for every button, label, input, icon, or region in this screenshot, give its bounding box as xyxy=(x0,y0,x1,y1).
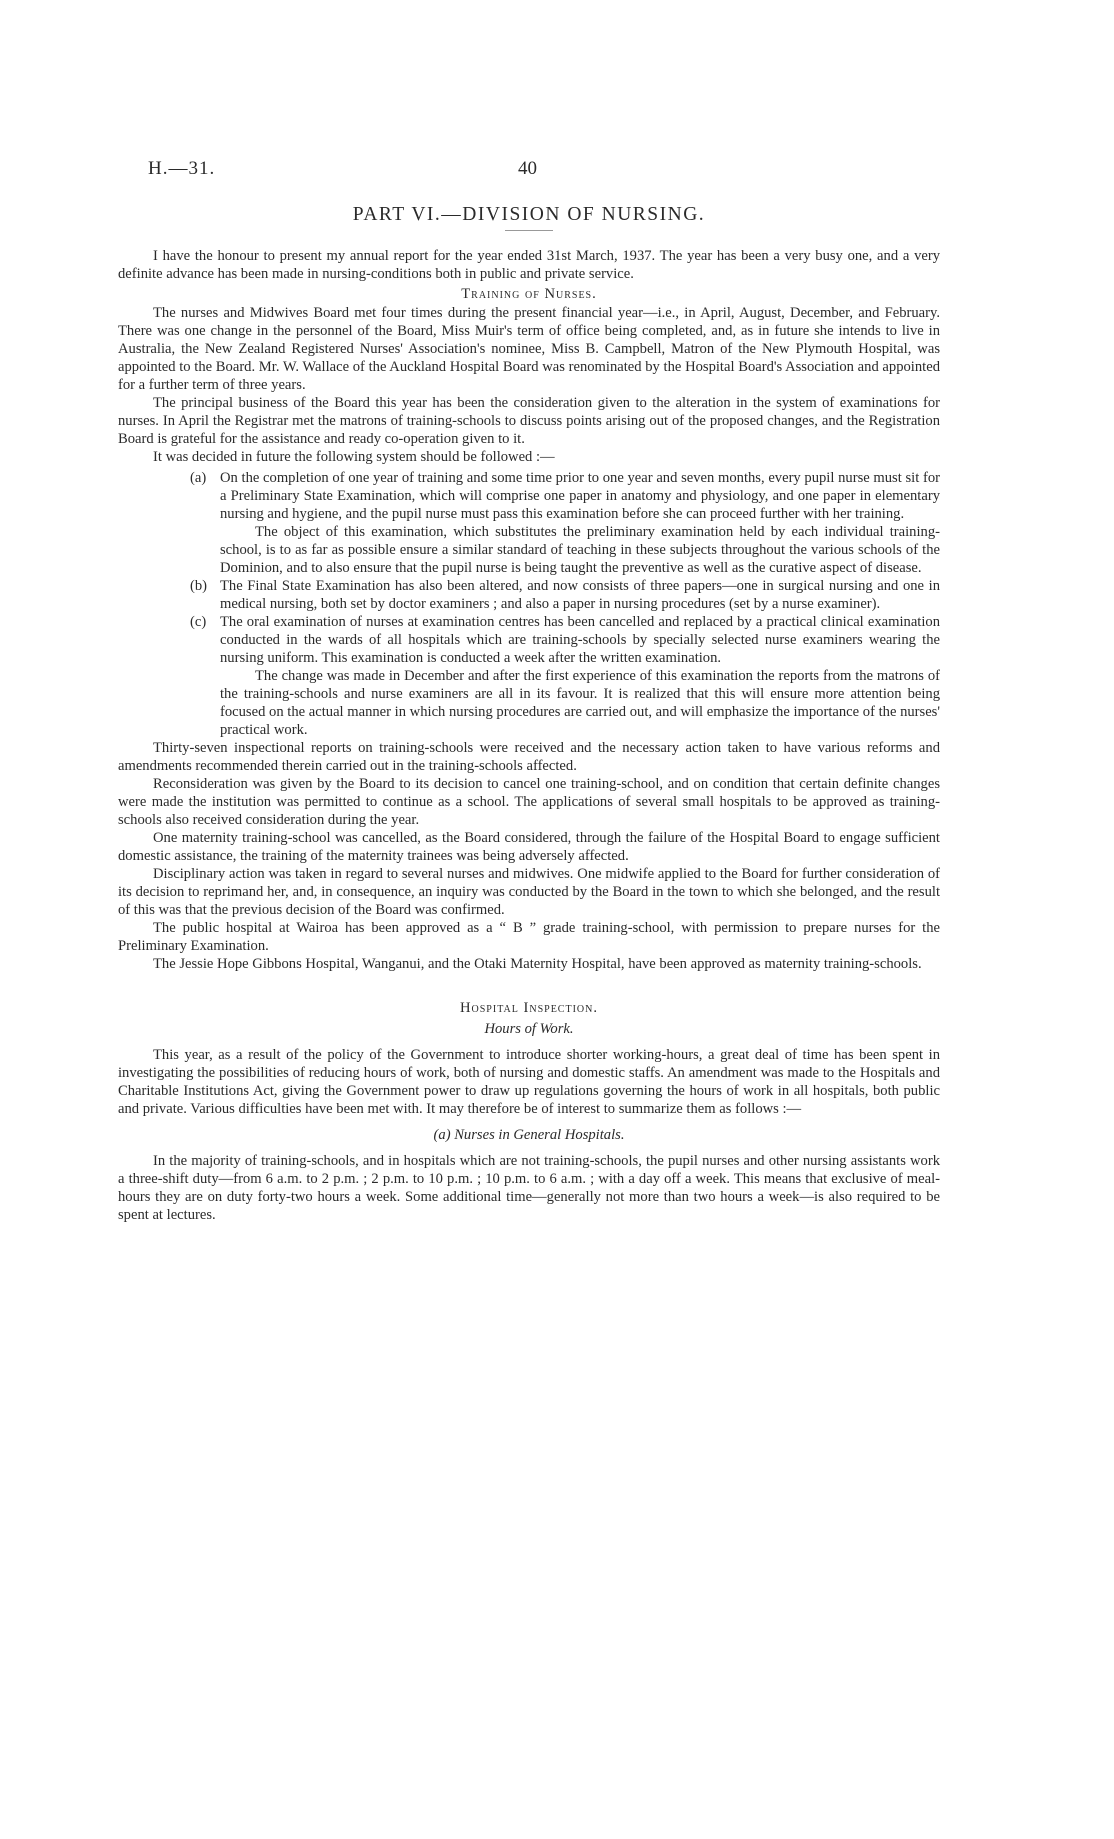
paragraph: One maternity training-school was cancelled, as the Board considered, through the failure of the Hospital Board to engage sufficient domestic assistance, the training of the maternity trainees was being adversely affected. xyxy=(118,830,940,864)
item-text xyxy=(220,613,940,739)
examination-list xyxy=(118,469,940,739)
item-paragraph: The object of this examination, which substitutes the preliminary examination held by each individual training-school, is to as far as possible ensure a similar standard of teaching in these subjects throughout the various schools of the Dominion, and to also ensure that the pupil nurse is being taught the preventive as well as the curative aspect of disease. xyxy=(220,524,940,576)
paragraph: It was decided in future the following system should be followed :— xyxy=(153,449,555,465)
item-paragraph: On the completion of one year of training and some time prior to one year and seven months, every pupil nurse must sit for a Preliminary State Examination, which will comprise one paper in anatomy and physiology, and one paper in elementary nursing and hygiene, and the pupil nurse must pass this examination before she can proceed further with her training. xyxy=(220,470,940,522)
paragraph: In the majority of training-schools, and in hospitals which are not training-schools, the pupil nurses and other nursing assistants work a three-shift duty—from 6 a.m. to 2 p.m. ; 2 p.m. to 10 p.m. ; 10 p.m. to 6 a.m. ; with a day off a week. This means that exclusive of meal-hours they are on duty forty-two hours a week. Some additional time—generally not more than two hours a week—is also required to be spent at lectures. xyxy=(118,1153,940,1223)
document-reference: H.—31. xyxy=(148,158,216,179)
paragraph: Thirty-seven inspectional reports on training-schools were received and the necessary action taken to have various reforms and amendments recommended therein carried out in the training-schools affected. xyxy=(118,740,940,774)
paragraph: The public hospital at Wairoa has been approved as a “ B ” grade training-school, with permission to prepare nurses for the Preliminary Examination. xyxy=(118,920,940,954)
paragraph: The Jessie Hope Gibbons Hospital, Wanganui, and the Otaki Maternity Hospital, have been approved as maternity training-schools. xyxy=(153,956,922,972)
intro-paragraph: I have the honour to present my annual report for the year ended 31st March, 1937. The year has been a very busy one, and a very definite advance has been made in nursing-conditions both in public and private service. xyxy=(118,248,940,282)
subheading-nurses-general-hospitals: (a) Nurses in General Hospitals. xyxy=(433,1127,625,1143)
page-header xyxy=(0,158,1114,188)
item-label: (b) xyxy=(190,578,208,594)
subheading-hours-of-work: Hours of Work. xyxy=(484,1021,574,1037)
item-text xyxy=(220,577,940,613)
item-paragraph: The oral examination of nurses at examination centres has been cancelled and replaced by a practical clinical examination conducted in the wards of all hospitals which are training-schools by specially selected nurse examiners wearing the nursing uniform. This examination is conducted a week after the written examination. xyxy=(220,614,940,666)
list-item xyxy=(190,613,940,739)
paragraph: This year, as a result of the policy of the Government to introduce shorter working-hours, a great deal of time has been spent in investigating the possibilities of reducing hours of work, both of nursing and domestic staffs. An amendment was made to the Hospitals and Charitable Institutions Act, giving the Government power to draw up regulations governing the hours of work in all hospitals, both public and private. Various difficulties have been met with. It may therefore be of interest to summarize them as follows :— xyxy=(118,1047,940,1117)
section-heading-inspection: Hospital Inspection. xyxy=(459,1000,598,1016)
list-item xyxy=(190,577,940,613)
title-rule xyxy=(505,230,553,231)
paragraph: The principal business of the Board this year has been the consideration given to the alteration in the system of examinations for nurses. In April the Registrar met the matrons of training-schools to discuss points arising out of the proposed changes, and the Registration Board is grateful for the assistance and ready co-operation given to it. xyxy=(118,395,940,447)
item-paragraph: The change was made in December and after the first experience of this examination the reports from the matrons of the training-schools and nurse examiners are all in its favour. It is realized that this will ensure more attention being focused on the actual manner in which nursing procedures are carried out, and will emphasize the importance of the nurses' practical work. xyxy=(220,668,940,738)
document-body xyxy=(118,206,940,1224)
item-text xyxy=(220,469,940,577)
item-paragraph: The Final State Examination has also been altered, and now consists of three papers—one in surgical nursing and one in medical nursing, both set by doctor examiners ; and also a paper in nursing procedures (set by a nurse examiner). xyxy=(220,578,940,612)
paragraph: The nurses and Midwives Board met four times during the present financial year—i.e., in April, August, December, and February. There was one change in the personnel of the Board, Miss Muir's term of office being completed, and, as in future she intends to live in Australia, the New Zealand Registered Nurses' Association's nominee, Miss B. Campbell, Matron of the New Plymouth Hospital, was appointed to the Board. Mr. W. Wallace of the Auckland Hospital Board was renominated by the Hospital Board's Association and appointed for a further term of three years. xyxy=(118,305,940,393)
paragraph: Disciplinary action was taken in regard to several nurses and midwives. One midwife applied to the Board for further consideration of its decision to reprimand her, and, in consequence, an inquiry was conducted by the Board in the town to which she belonged, and the result of this was that the previous decision of the Board was confirmed. xyxy=(118,866,940,918)
list-item xyxy=(190,469,940,577)
page-number: 40 xyxy=(518,158,537,179)
paragraph: Reconsideration was given by the Board to its decision to cancel one training-school, and on condition that certain definite changes were made the institution was permitted to continue as a school. The applications of several small hospitals to be approved as training-schools also received consideration during the year. xyxy=(118,776,940,828)
part-title: PART VI.—DIVISION OF NURSING. xyxy=(352,204,706,225)
item-label: (c) xyxy=(190,614,207,630)
section-heading-training: Training of Nurses. xyxy=(461,286,597,302)
item-label: (a) xyxy=(190,470,207,486)
